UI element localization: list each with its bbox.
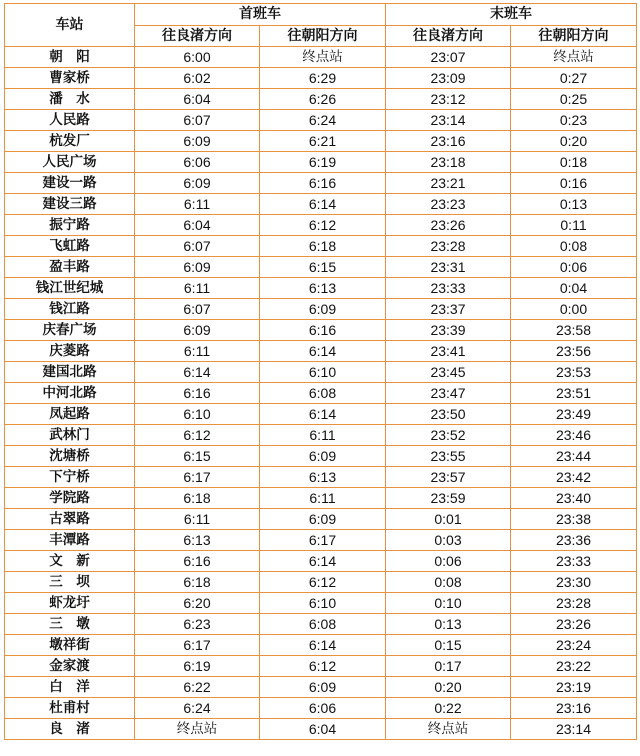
station-cell: 虾龙圩 xyxy=(5,593,135,614)
last-train-liangzhu-cell: 23:18 xyxy=(386,152,511,173)
first-train-liangzhu-cell: 6:06 xyxy=(135,152,260,173)
last-train-liangzhu-cell: 0:03 xyxy=(386,530,511,551)
first-train-liangzhu-cell: 6:11 xyxy=(135,341,260,362)
last-train-chaoyang-cell: 23:30 xyxy=(511,572,637,593)
timetable xyxy=(4,3,637,740)
first-train-liangzhu-cell: 6:14 xyxy=(135,362,260,383)
first-train-liangzhu-cell: 6:19 xyxy=(135,656,260,677)
first-train-liangzhu-cell: 6:20 xyxy=(135,593,260,614)
last-train-liangzhu-cell: 23:23 xyxy=(386,194,511,215)
table-row xyxy=(5,719,637,740)
last-train-chaoyang-cell: 23:36 xyxy=(511,530,637,551)
first-train-chaoyang-cell: 6:09 xyxy=(260,299,386,320)
first-train-chaoyang-cell: 6:18 xyxy=(260,236,386,257)
last-train-liangzhu-cell: 23:21 xyxy=(386,173,511,194)
last-train-chaoyang-cell: 23:33 xyxy=(511,551,637,572)
table-row xyxy=(5,551,637,572)
last-train-chaoyang-cell: 23:56 xyxy=(511,341,637,362)
first-train-chaoyang-cell: 6:16 xyxy=(260,173,386,194)
station-cell: 丰潭路 xyxy=(5,530,135,551)
station-cell: 庆春广场 xyxy=(5,320,135,341)
last-train-chaoyang-cell: 0:16 xyxy=(511,173,637,194)
last-train-chaoyang-cell: 终点站 xyxy=(511,47,637,68)
header-row-groups xyxy=(5,4,637,26)
first-train-chaoyang-cell: 6:11 xyxy=(260,425,386,446)
first-train-chaoyang-cell: 6:26 xyxy=(260,89,386,110)
last-train-chaoyang-cell: 0:00 xyxy=(511,299,637,320)
first-train-liangzhu-cell: 6:04 xyxy=(135,89,260,110)
table-row xyxy=(5,404,637,425)
last-train-chaoyang-cell: 23:24 xyxy=(511,635,637,656)
first-train-chaoyang-cell: 6:10 xyxy=(260,593,386,614)
station-cell: 中河北路 xyxy=(5,383,135,404)
first-train-liangzhu-cell: 6:11 xyxy=(135,278,260,299)
table-row xyxy=(5,593,637,614)
header-first-train: 首班车 xyxy=(135,4,386,26)
last-train-chaoyang-cell: 23:28 xyxy=(511,593,637,614)
last-train-liangzhu-cell: 23:31 xyxy=(386,257,511,278)
table-row xyxy=(5,635,637,656)
last-train-chaoyang-cell: 0:18 xyxy=(511,152,637,173)
last-train-chaoyang-cell: 23:16 xyxy=(511,698,637,719)
header-station: 车站 xyxy=(5,4,135,47)
last-train-chaoyang-cell: 23:22 xyxy=(511,656,637,677)
table-row xyxy=(5,572,637,593)
timetable-container xyxy=(4,3,636,740)
last-train-liangzhu-cell: 23:41 xyxy=(386,341,511,362)
first-train-liangzhu-cell: 6:11 xyxy=(135,509,260,530)
first-train-liangzhu-cell: 6:11 xyxy=(135,194,260,215)
station-cell: 墩祥街 xyxy=(5,635,135,656)
table-row xyxy=(5,383,637,404)
station-cell: 古翠路 xyxy=(5,509,135,530)
table-row xyxy=(5,152,637,173)
first-train-liangzhu-cell: 6:09 xyxy=(135,320,260,341)
first-train-chaoyang-cell: 6:08 xyxy=(260,383,386,404)
table-row xyxy=(5,677,637,698)
last-train-liangzhu-cell: 23:45 xyxy=(386,362,511,383)
last-train-liangzhu-cell: 23:52 xyxy=(386,425,511,446)
station-cell: 金家渡 xyxy=(5,656,135,677)
last-train-liangzhu-cell: 0:06 xyxy=(386,551,511,572)
station-cell: 飞虹路 xyxy=(5,236,135,257)
first-train-chaoyang-cell: 6:17 xyxy=(260,530,386,551)
first-train-chaoyang-cell: 6:12 xyxy=(260,215,386,236)
header-last-dir-liangzhu: 往良渚方向 xyxy=(386,26,511,47)
table-row xyxy=(5,467,637,488)
first-train-chaoyang-cell: 6:10 xyxy=(260,362,386,383)
table-row xyxy=(5,320,637,341)
last-train-chaoyang-cell: 23:14 xyxy=(511,719,637,740)
last-train-chaoyang-cell: 0:23 xyxy=(511,110,637,131)
first-train-liangzhu-cell: 6:24 xyxy=(135,698,260,719)
last-train-liangzhu-cell: 0:17 xyxy=(386,656,511,677)
table-row xyxy=(5,614,637,635)
station-cell: 建国北路 xyxy=(5,362,135,383)
first-train-chaoyang-cell: 终点站 xyxy=(260,47,386,68)
station-cell: 建设三路 xyxy=(5,194,135,215)
last-train-chaoyang-cell: 0:08 xyxy=(511,236,637,257)
table-row xyxy=(5,488,637,509)
table-row xyxy=(5,131,637,152)
table-row xyxy=(5,68,637,89)
first-train-chaoyang-cell: 6:13 xyxy=(260,278,386,299)
last-train-chaoyang-cell: 23:38 xyxy=(511,509,637,530)
station-cell: 曹家桥 xyxy=(5,68,135,89)
table-row xyxy=(5,257,637,278)
station-cell: 学院路 xyxy=(5,488,135,509)
timetable-header xyxy=(5,4,637,47)
table-row xyxy=(5,299,637,320)
last-train-chaoyang-cell: 0:06 xyxy=(511,257,637,278)
station-cell: 凤起路 xyxy=(5,404,135,425)
last-train-liangzhu-cell: 23:50 xyxy=(386,404,511,425)
first-train-liangzhu-cell: 6:18 xyxy=(135,488,260,509)
header-last-dir-chaoyang: 往朝阳方向 xyxy=(511,26,637,47)
station-cell: 三 墩 xyxy=(5,614,135,635)
last-train-liangzhu-cell: 23:26 xyxy=(386,215,511,236)
first-train-chaoyang-cell: 6:13 xyxy=(260,467,386,488)
first-train-liangzhu-cell: 6:12 xyxy=(135,425,260,446)
last-train-chaoyang-cell: 23:19 xyxy=(511,677,637,698)
station-cell: 杭发厂 xyxy=(5,131,135,152)
station-cell: 文 新 xyxy=(5,551,135,572)
last-train-liangzhu-cell: 23:09 xyxy=(386,68,511,89)
last-train-liangzhu-cell: 0:20 xyxy=(386,677,511,698)
first-train-chaoyang-cell: 6:14 xyxy=(260,635,386,656)
table-row xyxy=(5,173,637,194)
last-train-chaoyang-cell: 23:26 xyxy=(511,614,637,635)
first-train-chaoyang-cell: 6:15 xyxy=(260,257,386,278)
first-train-chaoyang-cell: 6:29 xyxy=(260,68,386,89)
header-first-dir-liangzhu: 往良渚方向 xyxy=(135,26,260,47)
station-cell: 人民路 xyxy=(5,110,135,131)
last-train-chaoyang-cell: 0:13 xyxy=(511,194,637,215)
station-cell: 杜甫村 xyxy=(5,698,135,719)
last-train-chaoyang-cell: 23:51 xyxy=(511,383,637,404)
timetable-body xyxy=(5,47,637,740)
last-train-liangzhu-cell: 0:10 xyxy=(386,593,511,614)
station-cell: 潘 水 xyxy=(5,89,135,110)
first-train-chaoyang-cell: 6:19 xyxy=(260,152,386,173)
last-train-chaoyang-cell: 23:53 xyxy=(511,362,637,383)
last-train-chaoyang-cell: 0:11 xyxy=(511,215,637,236)
last-train-liangzhu-cell: 0:08 xyxy=(386,572,511,593)
last-train-chaoyang-cell: 23:42 xyxy=(511,467,637,488)
station-cell: 人民广场 xyxy=(5,152,135,173)
table-row xyxy=(5,341,637,362)
first-train-liangzhu-cell: 6:04 xyxy=(135,215,260,236)
station-cell: 庆菱路 xyxy=(5,341,135,362)
station-cell: 武林门 xyxy=(5,425,135,446)
last-train-liangzhu-cell: 0:13 xyxy=(386,614,511,635)
table-row xyxy=(5,278,637,299)
last-train-liangzhu-cell: 23:37 xyxy=(386,299,511,320)
station-cell: 建设一路 xyxy=(5,173,135,194)
table-row xyxy=(5,215,637,236)
first-train-liangzhu-cell: 6:16 xyxy=(135,551,260,572)
first-train-chaoyang-cell: 6:16 xyxy=(260,320,386,341)
first-train-chaoyang-cell: 6:09 xyxy=(260,677,386,698)
last-train-liangzhu-cell: 终点站 xyxy=(386,719,511,740)
last-train-liangzhu-cell: 23:16 xyxy=(386,131,511,152)
table-row xyxy=(5,362,637,383)
header-last-train: 末班车 xyxy=(386,4,637,26)
station-cell: 下宁桥 xyxy=(5,467,135,488)
first-train-chaoyang-cell: 6:14 xyxy=(260,404,386,425)
last-train-liangzhu-cell: 23:55 xyxy=(386,446,511,467)
last-train-liangzhu-cell: 23:12 xyxy=(386,89,511,110)
table-row xyxy=(5,530,637,551)
first-train-liangzhu-cell: 6:07 xyxy=(135,236,260,257)
first-train-chaoyang-cell: 6:08 xyxy=(260,614,386,635)
last-train-liangzhu-cell: 23:28 xyxy=(386,236,511,257)
first-train-liangzhu-cell: 6:07 xyxy=(135,299,260,320)
station-cell: 沈塘桥 xyxy=(5,446,135,467)
table-row xyxy=(5,194,637,215)
station-cell: 良 渚 xyxy=(5,719,135,740)
last-train-liangzhu-cell: 0:22 xyxy=(386,698,511,719)
first-train-chaoyang-cell: 6:14 xyxy=(260,194,386,215)
first-train-liangzhu-cell: 6:23 xyxy=(135,614,260,635)
first-train-liangzhu-cell: 6:09 xyxy=(135,173,260,194)
last-train-liangzhu-cell: 23:33 xyxy=(386,278,511,299)
last-train-chaoyang-cell: 0:27 xyxy=(511,68,637,89)
first-train-chaoyang-cell: 6:06 xyxy=(260,698,386,719)
first-train-liangzhu-cell: 6:07 xyxy=(135,110,260,131)
last-train-liangzhu-cell: 0:01 xyxy=(386,509,511,530)
first-train-liangzhu-cell: 6:10 xyxy=(135,404,260,425)
first-train-liangzhu-cell: 6:18 xyxy=(135,572,260,593)
first-train-chaoyang-cell: 6:14 xyxy=(260,551,386,572)
first-train-chaoyang-cell: 6:12 xyxy=(260,656,386,677)
last-train-liangzhu-cell: 23:39 xyxy=(386,320,511,341)
table-row xyxy=(5,110,637,131)
last-train-chaoyang-cell: 23:44 xyxy=(511,446,637,467)
first-train-liangzhu-cell: 6:09 xyxy=(135,131,260,152)
table-row xyxy=(5,656,637,677)
table-row xyxy=(5,509,637,530)
last-train-liangzhu-cell: 23:59 xyxy=(386,488,511,509)
table-row xyxy=(5,47,637,68)
last-train-chaoyang-cell: 0:04 xyxy=(511,278,637,299)
first-train-chaoyang-cell: 6:14 xyxy=(260,341,386,362)
station-cell: 朝 阳 xyxy=(5,47,135,68)
last-train-chaoyang-cell: 23:49 xyxy=(511,404,637,425)
header-first-dir-chaoyang: 往朝阳方向 xyxy=(260,26,386,47)
station-cell: 振宁路 xyxy=(5,215,135,236)
station-cell: 盈丰路 xyxy=(5,257,135,278)
last-train-liangzhu-cell: 23:07 xyxy=(386,47,511,68)
first-train-chaoyang-cell: 6:21 xyxy=(260,131,386,152)
first-train-chaoyang-cell: 6:04 xyxy=(260,719,386,740)
table-row xyxy=(5,446,637,467)
table-row xyxy=(5,698,637,719)
first-train-chaoyang-cell: 6:09 xyxy=(260,509,386,530)
first-train-liangzhu-cell: 终点站 xyxy=(135,719,260,740)
first-train-liangzhu-cell: 6:09 xyxy=(135,257,260,278)
table-row xyxy=(5,425,637,446)
station-cell: 三 坝 xyxy=(5,572,135,593)
last-train-chaoyang-cell: 23:40 xyxy=(511,488,637,509)
first-train-liangzhu-cell: 6:02 xyxy=(135,68,260,89)
first-train-liangzhu-cell: 6:17 xyxy=(135,467,260,488)
last-train-chaoyang-cell: 23:58 xyxy=(511,320,637,341)
last-train-liangzhu-cell: 23:14 xyxy=(386,110,511,131)
first-train-liangzhu-cell: 6:00 xyxy=(135,47,260,68)
last-train-liangzhu-cell: 23:57 xyxy=(386,467,511,488)
station-cell: 白 洋 xyxy=(5,677,135,698)
last-train-liangzhu-cell: 23:47 xyxy=(386,383,511,404)
table-row xyxy=(5,236,637,257)
first-train-liangzhu-cell: 6:22 xyxy=(135,677,260,698)
last-train-liangzhu-cell: 0:15 xyxy=(386,635,511,656)
station-cell: 钱江世纪城 xyxy=(5,278,135,299)
table-row xyxy=(5,89,637,110)
last-train-chaoyang-cell: 0:25 xyxy=(511,89,637,110)
first-train-chaoyang-cell: 6:11 xyxy=(260,488,386,509)
first-train-liangzhu-cell: 6:16 xyxy=(135,383,260,404)
last-train-chaoyang-cell: 23:46 xyxy=(511,425,637,446)
first-train-chaoyang-cell: 6:12 xyxy=(260,572,386,593)
first-train-chaoyang-cell: 6:24 xyxy=(260,110,386,131)
first-train-chaoyang-cell: 6:09 xyxy=(260,446,386,467)
station-cell: 钱江路 xyxy=(5,299,135,320)
first-train-liangzhu-cell: 6:17 xyxy=(135,635,260,656)
first-train-liangzhu-cell: 6:15 xyxy=(135,446,260,467)
first-train-liangzhu-cell: 6:13 xyxy=(135,530,260,551)
last-train-chaoyang-cell: 0:20 xyxy=(511,131,637,152)
